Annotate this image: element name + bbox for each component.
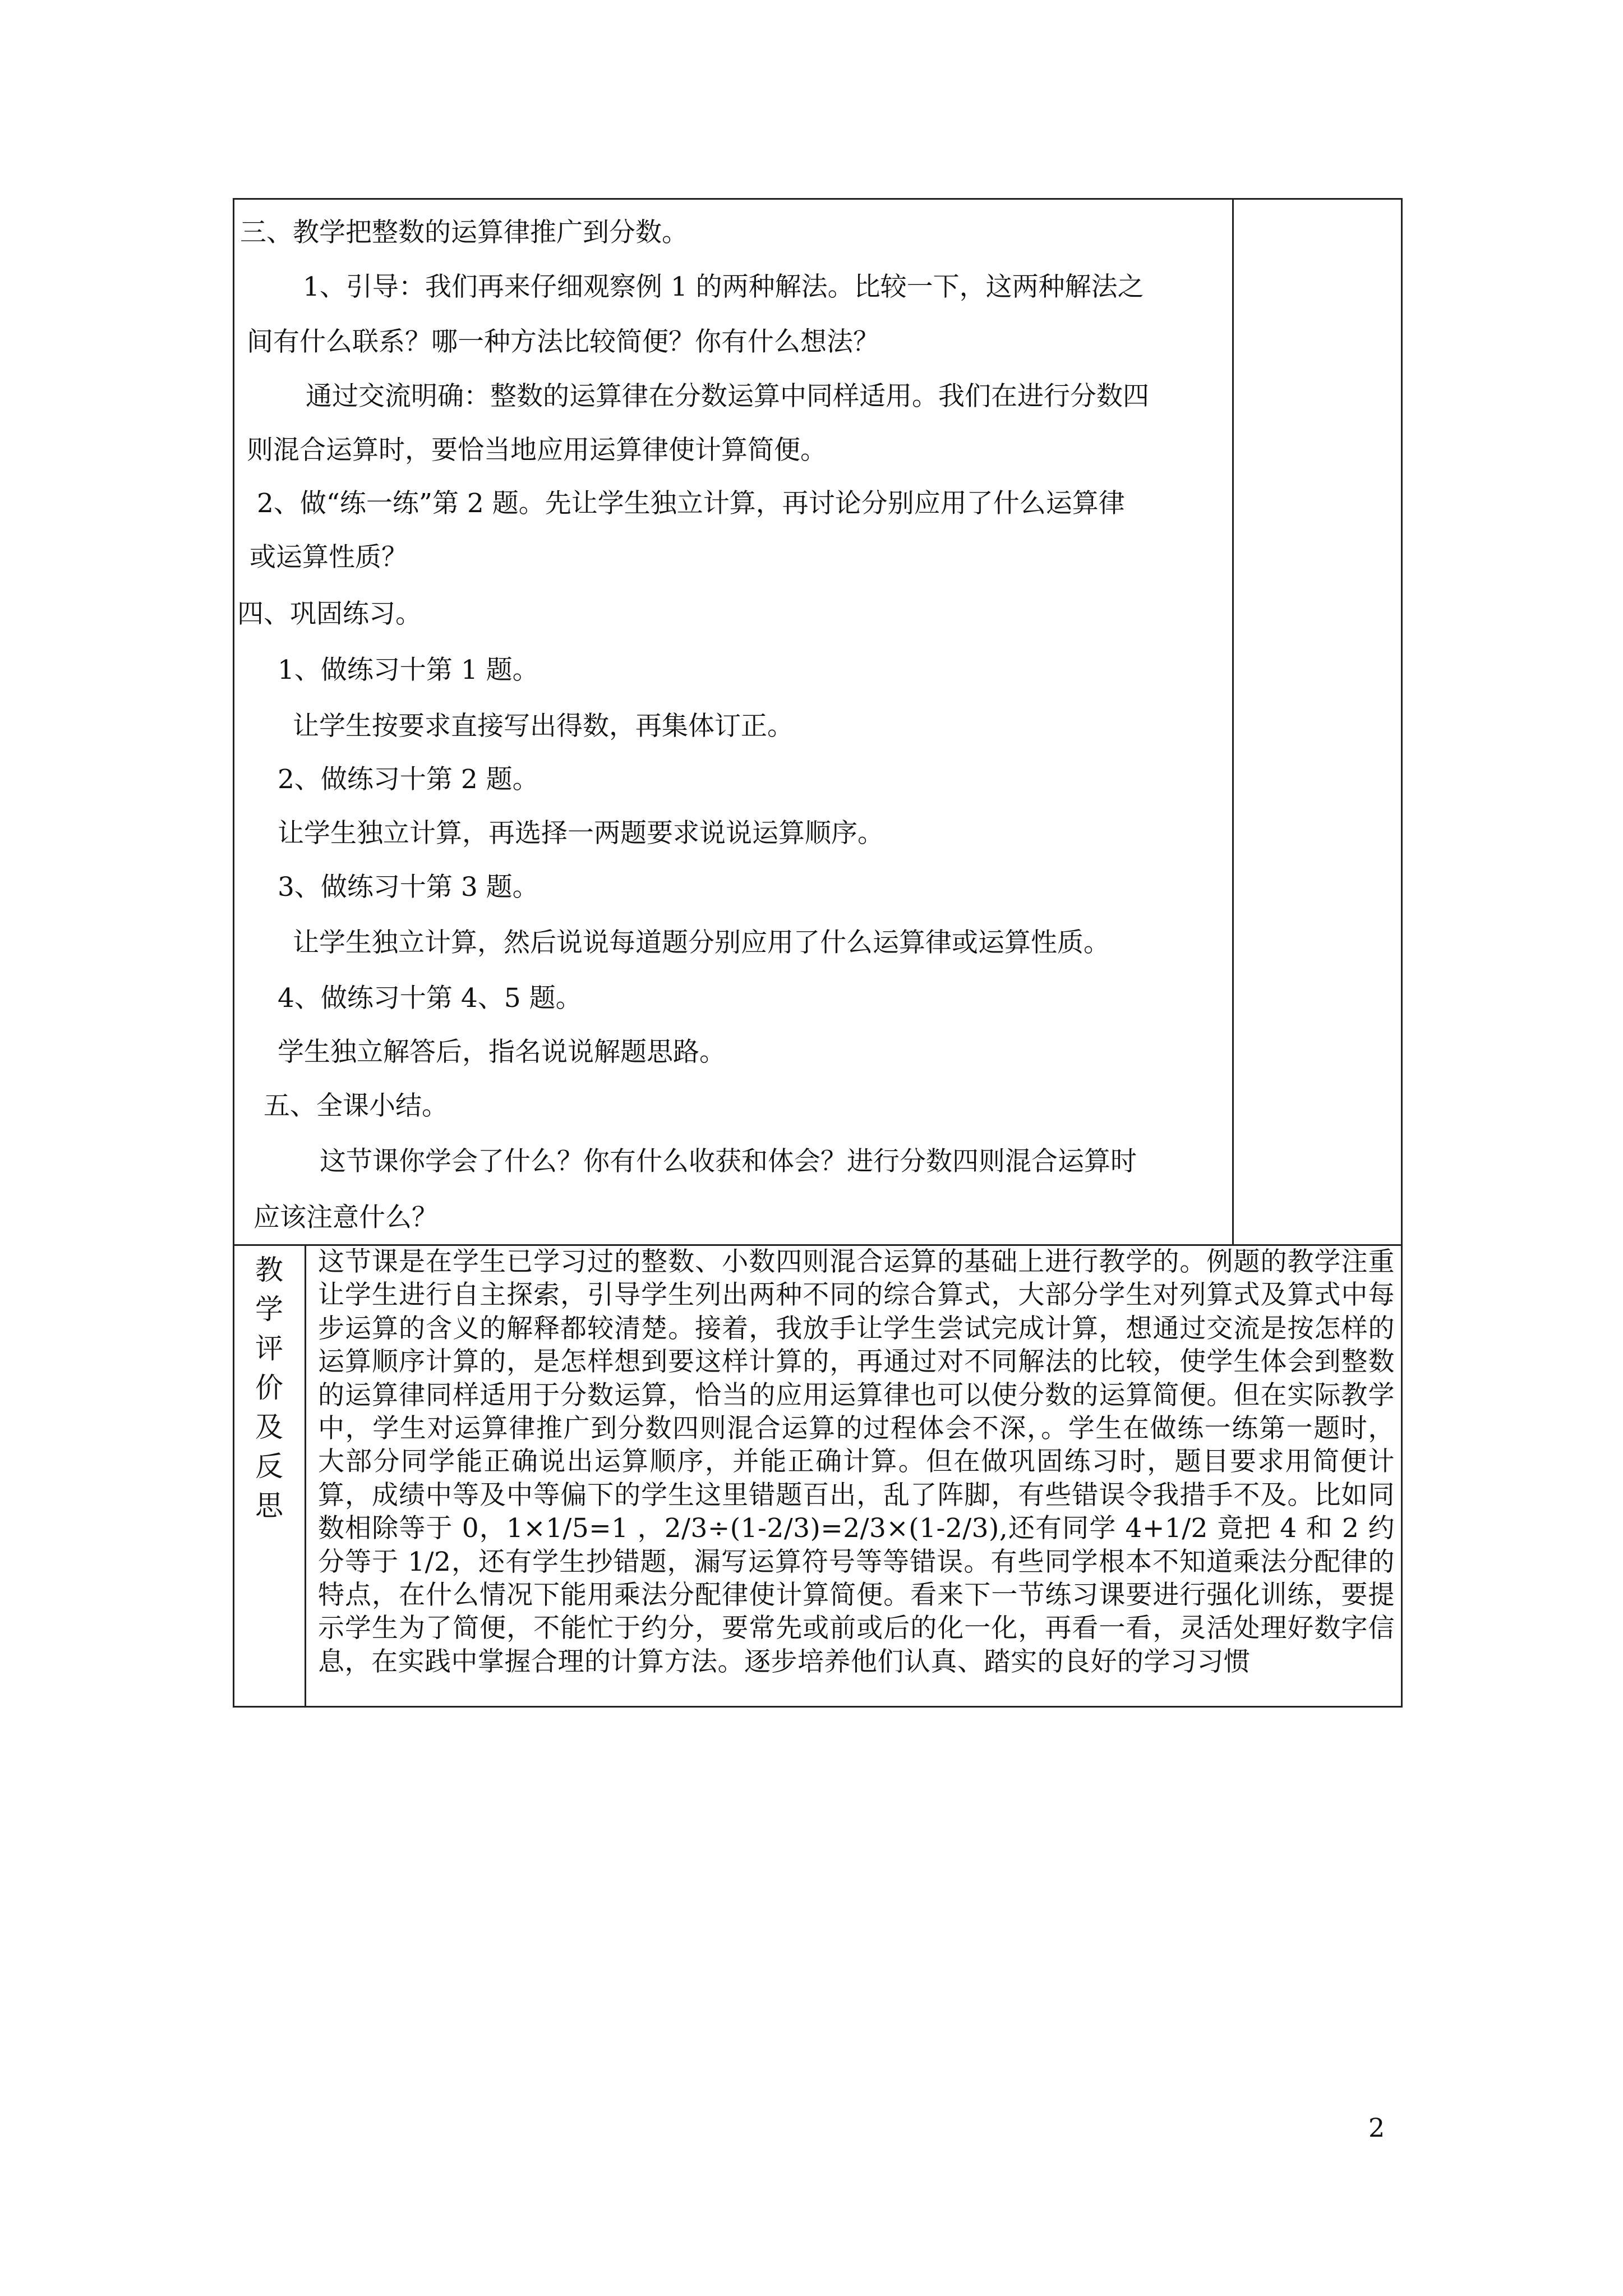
reflection-text: 这节课是在学生已学习过的整数、小数四则混合运算的基础上进行教学的。例题的教学注重让学生进行自主探索，引导学生列出两种不同的综合算式，大部分学生对列算式及算式中每步运算的含义的解释都较清楚。接着，我放手让学生尝试完成计算，想通过交流是按怎样的运算顺序计算的，是怎样想到要这样计算的，再通过对不同解法的比较，使学生体会到整数的运算律同样适用于分数运算，恰当的应用运算律也可以使分数的运算简便。但在实际教学中，学生对运算律推广到分数四则混合运算的过程体会不深，。学生在做练一练第一题时，大部分同学能正确说出运算顺序，并能正确计算。但在做巩固练习时，题目要求用简便计算，成绩中等及中等偏下的学生这里错题百出，乱了阵脚，有些错误令我措手不及。比如同数相除等于 0，1×1/5=1 ，2/3÷(1-2/3)=2/3×(1-2/3),还有同学 4+1/2 竟把 4 和 2 约分等于 1/2，还有学生抄错题，漏写运算符号等等错误。有些同学根本不知道乘法分配律的特点，在什么情况下能用乘法分配律使计算简便。看来下一节练习课要进行强化训练，要提示学生为了简便，不能忙于约分，要常先或前或后的化一化，再看一看，灵活处理好数字信息，在实践中掌握合理的计算方法。逐步培养他们认真、踏实的良好的学习习惯 [318, 1246, 1395, 1677]
text-line: 2、做练习十第 2 题。 [278, 764, 539, 795]
text-line: 1、引导：我们再来仔细观察例 1 的两种解法。比较一下，这两种解法之 [303, 272, 1144, 302]
text-line: 或运算性质？ [250, 542, 408, 573]
section-title-five: 五、全课小结。 [264, 1091, 448, 1121]
section-title-four: 四、巩固练习。 [237, 599, 422, 629]
text-line: 应该注意什么？ [253, 1202, 438, 1233]
label-char: 教 [255, 1254, 283, 1286]
reflection-label [236, 1246, 303, 1706]
table-divider-right [1232, 198, 1234, 1245]
text-line: 2、做“练一练”第 2 题。先让学生独立计算，再讨论分别应用了什么运算律 [257, 488, 1125, 519]
text-line: 1、做练习十第 1 题。 [278, 655, 539, 685]
table-divider-label [305, 1244, 306, 1708]
label-char: 评 [255, 1332, 283, 1365]
page-number: 2 [1368, 2113, 1385, 2143]
text-line: 让学生独立计算，再选择一两题要求说说运算顺序。 [278, 818, 884, 849]
text-line: 间有什么联系？哪一种方法比较简便？你有什么想法？ [247, 326, 879, 357]
label-char: 反 [255, 1450, 283, 1483]
label-char: 价 [255, 1372, 283, 1404]
text-line: 则混合运算时，要恰当地应用运算律使计算简便。 [247, 435, 827, 466]
section-title-three: 三、教学把整数的运算律推广到分数。 [240, 217, 688, 248]
label-char: 学 [255, 1293, 283, 1326]
text-line: 这节课你学会了什么？你有什么收获和体会？进行分数四则混合运算时 [320, 1146, 1137, 1177]
text-line: 让学生按要求直接写出得数，再集体订正。 [293, 711, 794, 742]
text-line: 学生独立解答后，指名说说解题思路。 [278, 1037, 726, 1068]
label-char: 思 [255, 1489, 283, 1522]
text-line: 4、做练习十第 4、5 题。 [278, 983, 582, 1014]
text-line: 通过交流明确：整数的运算律在分数运算中同样适用。我们在进行分数四 [306, 381, 1149, 412]
text-line: 让学生独立计算，然后说说每道题分别应用了什么运算律或运算性质。 [293, 927, 1110, 958]
label-char: 及 [255, 1411, 283, 1443]
text-line: 3、做练习十第 3 题。 [278, 872, 539, 903]
